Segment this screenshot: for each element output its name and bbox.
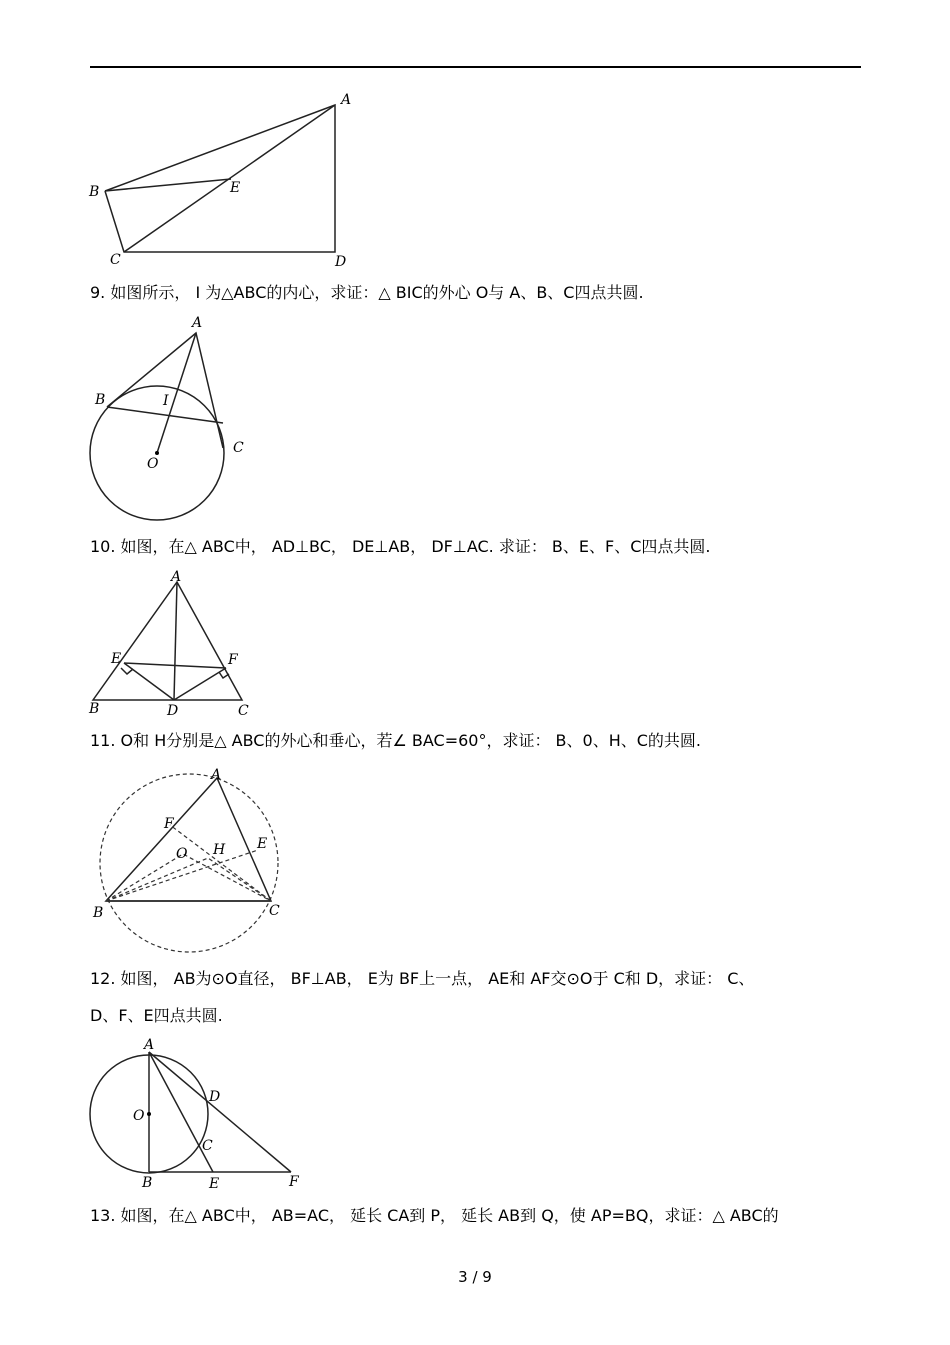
label-a: A bbox=[192, 315, 203, 331]
label-c: C bbox=[233, 440, 244, 456]
figure-lines bbox=[90, 333, 224, 520]
figure-lines bbox=[105, 105, 335, 252]
label-i: I bbox=[163, 393, 169, 409]
label-b: B bbox=[89, 184, 100, 200]
question-12-line-2: D、F、E四点共圆. bbox=[90, 1006, 223, 1025]
label-e: E bbox=[230, 180, 241, 196]
figure-lines bbox=[90, 1052, 291, 1173]
label-e: E bbox=[257, 836, 268, 852]
question-13: 13. 如图，在△ ABC中， AB=AC， 延长 CA到 P， 延长 AB到 Q，使 AP=BQ，求证：△ ABC的 bbox=[90, 1206, 779, 1225]
label-e: E bbox=[111, 651, 122, 667]
figure-quadrilateral-abcd bbox=[85, 88, 365, 273]
label-c: C bbox=[202, 1138, 213, 1154]
label-b: B bbox=[89, 701, 100, 717]
label-a: A bbox=[341, 92, 352, 108]
label-f: F bbox=[228, 652, 238, 668]
label-c: C bbox=[238, 703, 249, 719]
label-o: O bbox=[176, 846, 188, 862]
label-a: A bbox=[211, 767, 222, 783]
label-o: O bbox=[133, 1108, 145, 1124]
label-d: D bbox=[209, 1089, 221, 1105]
label-h: H bbox=[213, 842, 226, 858]
label-f: F bbox=[164, 816, 174, 832]
question-12-line-1: 12. 如图， AB为⊙O直径， BF⊥AB， E为 BF上一点， AE和 AF交⊙O于 C和 D，求证： C、 bbox=[90, 969, 755, 988]
label-c: C bbox=[269, 903, 280, 919]
figure-circumcircle-orthocenter bbox=[85, 762, 295, 957]
label-f: F bbox=[289, 1174, 299, 1190]
label-c: C bbox=[110, 252, 121, 268]
question-11: 11. O和 H分别是△ ABC的外心和垂心，若∠ BAC=60°，求证： B、0、H、C的共圆. bbox=[90, 731, 701, 750]
label-b: B bbox=[142, 1175, 153, 1191]
figure-altitude-triangle bbox=[85, 566, 265, 721]
label-a: A bbox=[171, 569, 182, 585]
question-9: 9. 如图所示， I 为△ABC的内心，求证：△ BIC的外心 O与 A、B、C四点共圆. bbox=[90, 283, 644, 302]
figure-diameter-circle bbox=[85, 1035, 315, 1200]
label-o: O bbox=[147, 456, 159, 472]
figure-lines bbox=[93, 582, 242, 700]
label-b: B bbox=[93, 905, 104, 921]
figure-lines bbox=[100, 774, 278, 952]
header-rule bbox=[90, 66, 861, 68]
label-d: D bbox=[167, 703, 179, 719]
figure-incenter-circle bbox=[85, 310, 265, 525]
page-number: 3 / 9 bbox=[458, 1268, 492, 1286]
label-a: A bbox=[144, 1037, 155, 1053]
label-d: D bbox=[335, 254, 347, 270]
label-b: B bbox=[95, 392, 106, 408]
label-e: E bbox=[209, 1176, 220, 1192]
question-10: 10. 如图，在△ ABC中， AD⊥BC， DE⊥AB， DF⊥AC. 求证： B、E、F、C四点共圆. bbox=[90, 537, 711, 556]
